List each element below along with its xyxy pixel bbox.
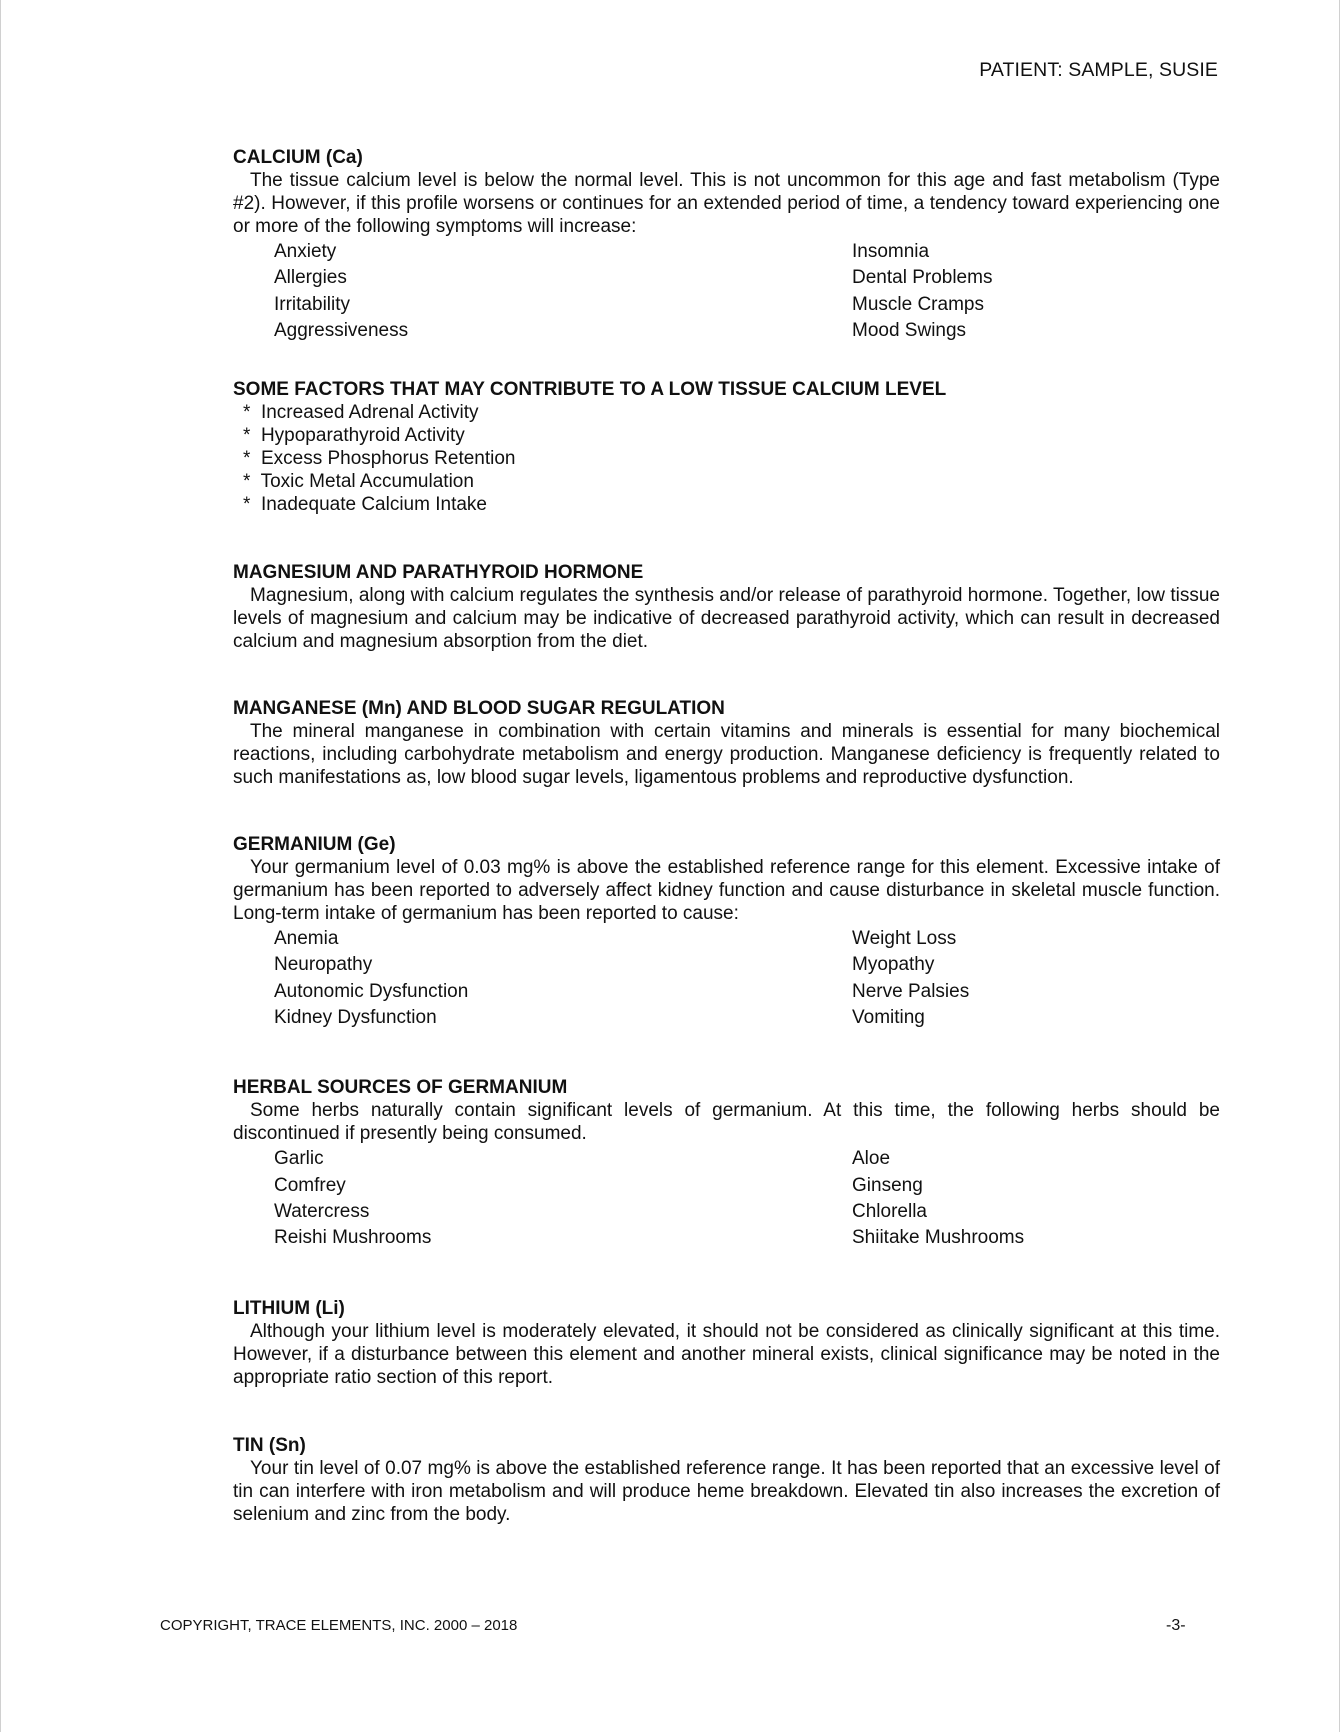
patient-name: PATIENT: SAMPLE, SUSIE: [979, 59, 1218, 81]
list-item: Shiitake Mushrooms: [852, 1227, 1025, 1249]
list-item: * Inadequate Calcium Intake: [243, 493, 1220, 516]
list-item: * Excess Phosphorus Retention: [243, 447, 1220, 470]
factor-list: [233, 401, 1220, 516]
list-item: Aloe: [852, 1148, 891, 1170]
list-item: Reishi Mushrooms: [274, 1227, 432, 1249]
list-item: Kidney Dysfunction: [274, 1007, 437, 1029]
list-item: Autonomic Dysfunction: [274, 980, 469, 1002]
list-item: Muscle Cramps: [852, 293, 984, 315]
section-germanium: [233, 833, 1220, 1031]
list-item: Anemia: [274, 928, 339, 950]
list-item: * Toxic Metal Accumulation: [243, 470, 1220, 493]
section-herbal-sources: [233, 1076, 1220, 1251]
page-number: -3-: [1166, 1617, 1186, 1634]
section-lithium: [233, 1297, 1220, 1389]
section-text: Magnesium, along with calcium regulates the synthesis and/or release of parathyroid hormone. Together, low tissue levels of magnesium and calcium may be indicative of decreased parathyroid activity, which can result in decreased calcium and magnesium absorption from the diet.: [233, 585, 1220, 653]
list-item: Watercress: [274, 1200, 370, 1222]
list-item: Allergies: [274, 267, 347, 289]
list-item: Nerve Palsies: [852, 980, 970, 1002]
section-factors: [233, 378, 1220, 516]
section-title: HERBAL SOURCES OF GERMANIUM: [233, 1077, 568, 1099]
list-item: Myopathy: [852, 954, 935, 976]
herb-list: [233, 1146, 1220, 1251]
list-item: Mood Swings: [852, 319, 967, 341]
section-title: TIN (Sn): [233, 1434, 306, 1456]
list-item: Weight Loss: [852, 928, 957, 950]
section-title: MANGANESE (Mn) AND BLOOD SUGAR REGULATION: [233, 698, 725, 720]
section-text: The tissue calcium level is below the normal level. This is not uncommon for this age and fast metabolism (Type #2). However, if this profile worsens or continues for an extended period of time, a tendency toward experiencing one or more of the following symptoms will increase:: [233, 170, 1220, 237]
list-item: Dental Problems: [852, 267, 993, 289]
symptom-list: [233, 239, 1220, 344]
list-item: Anxiety: [274, 241, 337, 262]
list-item: Vomiting: [852, 1007, 925, 1029]
list-item: Irritability: [274, 293, 351, 315]
section-text: Some herbs naturally contain significant levels of germanium. At this time, the following herbs should be discontinued if presently being consumed.: [233, 1100, 1220, 1145]
section-text: The mineral manganese in combination with certain vitamins and minerals is essential for many biochemical reactions, including carbohydrate metabolism and energy production. Manganese deficiency is frequently related to such manifestations as, low blood sugar levels, ligamentous problems and reproductive dysfunction.: [233, 721, 1220, 789]
section-calcium: [233, 146, 1220, 344]
effect-list: [233, 926, 1220, 1031]
list-item: Aggressiveness: [274, 319, 409, 341]
list-item: Comfrey: [274, 1174, 346, 1196]
list-item: Neuropathy: [274, 954, 373, 976]
list-item: Chlorella: [852, 1200, 927, 1222]
list-item: * Hypoparathyroid Activity: [243, 424, 1220, 447]
section-text: Although your lithium level is moderately elevated, it should not be considered as clinically significant at this time. However, if a disturbance between this element and another mineral exists, clinical significance may be noted in the appropriate ratio section of this report.: [233, 1320, 1220, 1388]
section-title: GERMANIUM (Ge): [233, 834, 396, 856]
section-title: MAGNESIUM AND PARATHYROID HORMONE: [233, 562, 644, 584]
section-title: LITHIUM (Li): [233, 1297, 345, 1319]
section-tin: [233, 1434, 1220, 1526]
section-manganese: [233, 697, 1220, 789]
section-title: CALCIUM (Ca): [233, 147, 363, 168]
list-item: Garlic: [274, 1148, 324, 1170]
copyright-notice: COPYRIGHT, TRACE ELEMENTS, INC. 2000 – 2018: [160, 1617, 518, 1634]
list-item: Ginseng: [852, 1174, 923, 1196]
report-content: [233, 146, 1220, 1526]
list-item: Insomnia: [852, 241, 930, 262]
section-magnesium: [233, 561, 1220, 653]
section-title: SOME FACTORS THAT MAY CONTRIBUTE TO A LOW TISSUE CALCIUM LEVEL: [233, 379, 947, 401]
list-item: * Increased Adrenal Activity: [243, 401, 1220, 424]
section-text: Your tin level of 0.07 mg% is above the established reference range. It has been reported that an excessive level of tin can interfere with iron metabolism and will produce heme breakdown. Elevated tin also increases the excretion of selenium and zinc from the body.: [233, 1457, 1220, 1525]
section-text: Your germanium level of 0.03 mg% is above the established reference range for this element. Excessive intake of germanium has been reported to adversely affect kidney function and cause disturbance in skeletal muscle function. Long-term intake of germanium has been reported to cause:: [233, 857, 1220, 925]
